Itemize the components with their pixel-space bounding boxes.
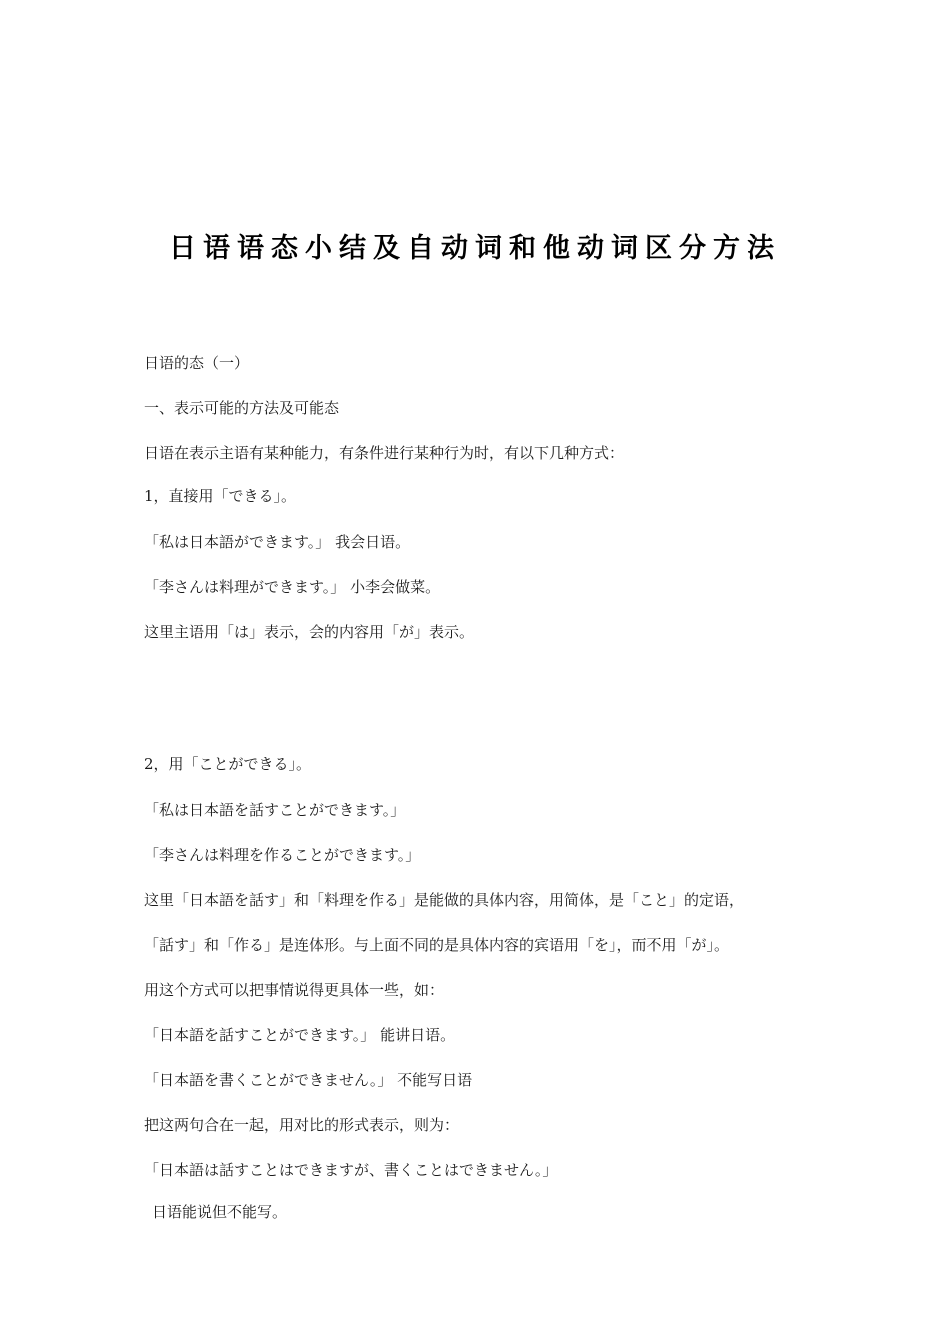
document-title: 日语语态小结及自动词和他动词区分方法 (169, 233, 781, 264)
subsection-heading: 一、表示可能的方法及可能态 (144, 399, 340, 417)
translation-line: 日语能说但不能写。 (152, 1203, 288, 1221)
list-item-heading: 2，用「ことができる」。 (144, 755, 312, 773)
paragraph: 「話す」和「作る」是连体形。与上面不同的是具体内容的宾语用「を」，而不用「が」。 (144, 936, 730, 954)
paragraph: 把这两句合在一起，用对比的形式表示，则为： (144, 1116, 460, 1134)
example-sentence: 「李さんは料理ができます。」 小李会做菜。 (144, 578, 441, 596)
example-sentence: 「私は日本語を話すことができます。」 (144, 801, 406, 819)
section-heading: 日语的态（一） (144, 354, 250, 372)
example-sentence: 「日本語を書くことができません。」 不能写日语 (144, 1071, 473, 1089)
list-item-heading: 1，直接用「できる」。 (144, 487, 297, 505)
paragraph: 这里主语用「は」表示，会的内容用「が」表示。 (144, 623, 475, 641)
paragraph: 这里「日本語を話す」和「料理を作る」是能做的具体内容，用简体，是「こと」的定语， (144, 891, 745, 909)
example-sentence: 「李さんは料理を作ることができます。」 (144, 846, 421, 864)
example-sentence: 「私は日本語ができます。」 我会日语。 (144, 533, 411, 551)
example-sentence: 「日本語は話すことはできますが、書くことはできません。」 (144, 1161, 558, 1179)
paragraph: 日语在表示主语有某种能力，有条件进行某种行为时，有以下几种方式： (144, 444, 625, 462)
paragraph: 用这个方式可以把事情说得更具体一些，如： (144, 981, 445, 999)
example-sentence: 「日本語を話すことができます。」 能讲日语。 (144, 1026, 456, 1044)
